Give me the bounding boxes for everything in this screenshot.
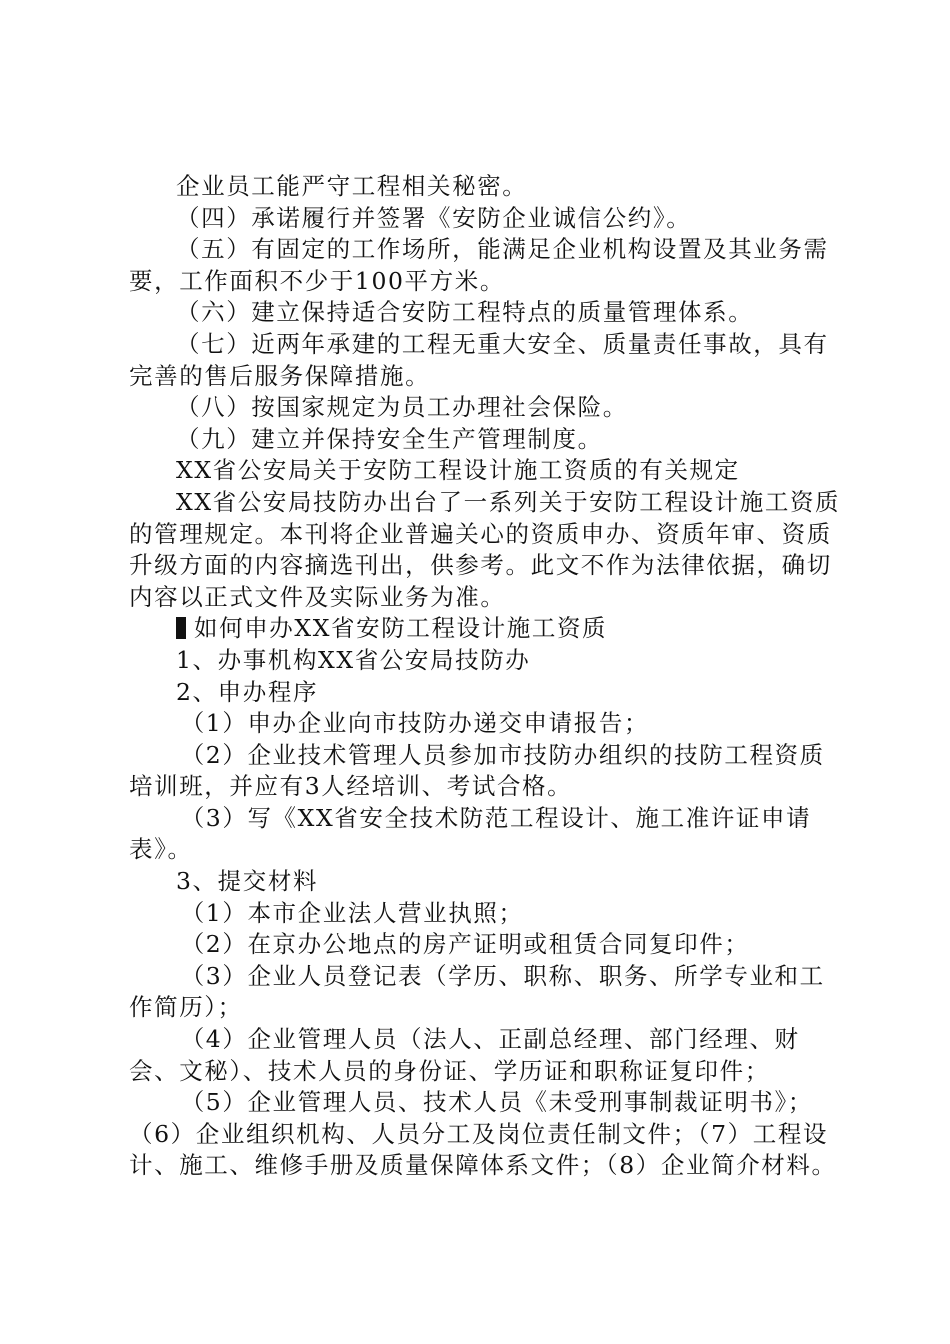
section-heading-regulation: XX省公安局关于安防工程设计施工资质的有关规定 — [176, 456, 740, 485]
document-body — [129, 171, 849, 1182]
material-1: （1）本市企业法人营业执照； — [180, 898, 524, 927]
procedure-step-1: （1）申办企业向市技防办递交申请报告； — [180, 709, 650, 738]
item-procedure: 2、申办程序 — [176, 677, 319, 706]
paragraph-4: （六）建立保持适合安防工程特点的质量管理体系。 — [176, 298, 754, 327]
paragraph-intro: XX省公安局技防办出台了一系列关于安防工程设计施工资质的管理规定。本刊将企业普遍关心的资质申办、资质年审、资质升级方面的内容摘选刊出，供参考。此文不作为法律依据，确切内容以正式文件及实际业务为准。 — [129, 487, 841, 611]
paragraph-5: （七）近两年承建的工程无重大安全、质量责任事故，具有完善的售后服务保障措施。 — [129, 329, 829, 390]
paragraph-2: （四）承诺履行并签署《安防企业诚信公约》。 — [176, 203, 692, 232]
paragraph-7: （九）建立并保持安全生产管理制度。 — [176, 424, 603, 453]
subheading-how-to-apply — [129, 613, 849, 645]
material-4: （4）企业管理人员（法人、正副总经理、部门经理、财会、文秘）、技术人员的身份证、学历证和职称证复印件； — [129, 1025, 800, 1085]
item-office: 1、办事机构XX省公安局技防办 — [176, 645, 531, 674]
procedure-step-3: （3）写《XX省安全技术防范工程设计、施工准许证申请表》。 — [129, 803, 812, 864]
material-3: （3）企业人员登记表（学历、职称、职务、所学专业和工作简历）； — [129, 961, 825, 1022]
procedure-step-2: （2）企业技术管理人员参加市技防办组织的技防工程资质培训班，并应有3人经培训、考试合格。 — [129, 740, 825, 801]
paragraph-3: （五）有固定的工作场所，能满足企业机构设置及其业务需要，工作面积不少于100平方米。 — [129, 235, 829, 295]
subheading-text: 如何申办XX省安防工程设计施工资质 — [194, 614, 608, 643]
paragraph-6: （八）按国家规定为员工办理社会保险。 — [176, 393, 628, 422]
material-5-to-8: （5）企业管理人员、技术人员《未受刑事制裁证明书》；（6）企业组织机构、人员分工及岗位责任制文件；（7）工程设计、施工、维修手册及质量保障体系文件；（8）企业简介材料。 — [129, 1088, 837, 1180]
paragraph-1: 企业员工能严守工程相关秘密。 — [176, 172, 528, 200]
square-bullet-icon — [176, 617, 186, 639]
item-materials: 3、提交材料 — [176, 867, 319, 896]
material-2: （2）在京办公地点的房产证明或租赁合同复印件； — [180, 930, 750, 959]
